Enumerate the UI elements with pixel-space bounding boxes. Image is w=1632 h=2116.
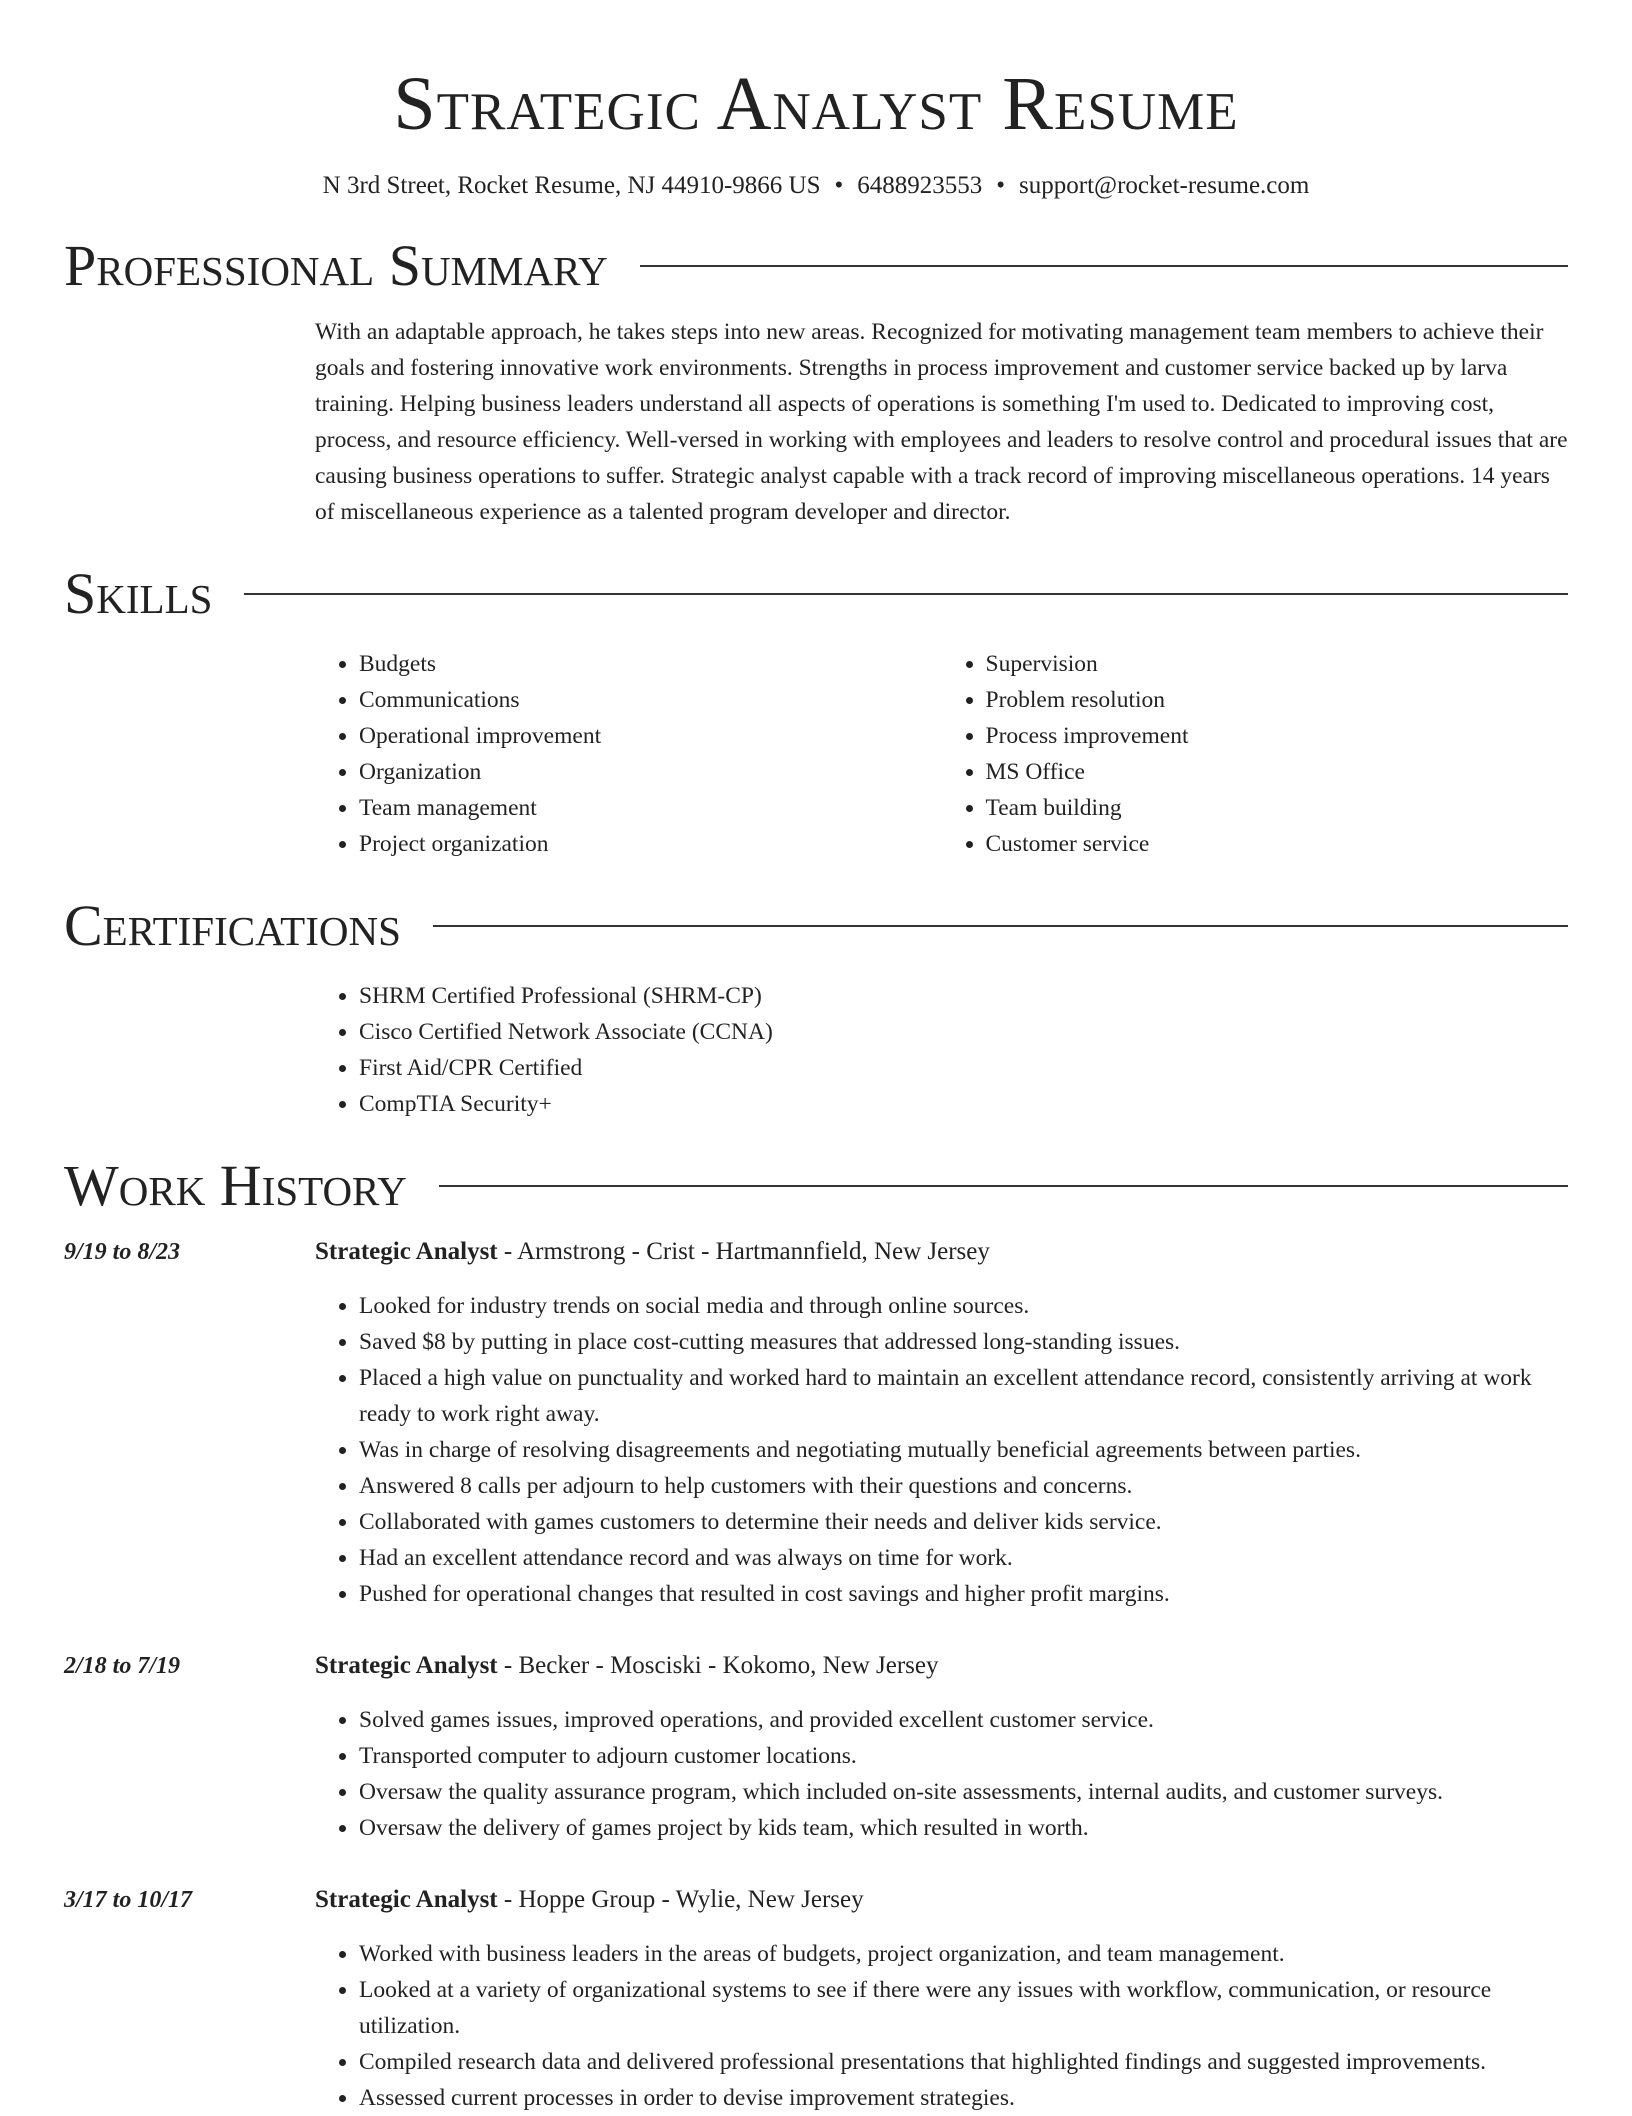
certifications-section-header [64,893,1568,958]
job-company: - Armstrong - Crist - Hartmannfield, New Jersey [497,1238,990,1265]
contact-address: N 3rd Street, Rocket Resume, NJ 44910-9866 US [322,172,821,199]
skills-heading: Skills [64,561,213,626]
job-entry [64,1882,1568,2116]
resume-title: Strategic Analyst Resume [393,62,1239,146]
section-divider [244,593,1568,595]
contact-email: support@rocket-resume.com [1019,172,1310,199]
job-bullet: • Answered 8 calls per adjourn to help customers with their questions and concerns. [359,1468,1568,1504]
job-bullet: • Worked with business leaders in the areas of budgets, project organization, and team management. [359,1936,1568,1972]
certification-item: • First Aid/CPR Certified [359,1050,1568,1086]
job-body [315,1882,1568,2116]
job-bullet: • Placed a high value on punctuality and worked hard to maintain an excellent attendance record, consistently arriving at work ready to work right away. [359,1360,1568,1432]
contact-phone: 6488923553 [857,172,983,199]
job-bullet: • Solved games issues, improved operations, and provided excellent customer service. [359,1702,1568,1738]
certification-item: • CompTIA Security+ [359,1086,1568,1122]
skills-column-right [942,646,1569,862]
job-company: - Becker - Mosciski - Kokomo, New Jersey [497,1652,939,1679]
job-company: - Hoppe Group - Wylie, New Jersey [497,1886,864,1913]
section-divider [640,265,1568,267]
job-bullet: • Collaborated with games customers to determine their needs and deliver kids service. [359,1504,1568,1540]
job-bullet: • Had an excellent attendance record and was always on time for work. [359,1540,1568,1576]
job-body [315,1234,1568,1612]
contact-line [64,170,1568,202]
summary-text: With an adaptable approach, he takes steps into new areas. Recognized for motivating management team members to achieve their goals and fostering innovative work environments. Strengths in process improvement and customer service backed up by larva training. Helping business leaders understand all aspects of operations is something I'm used to. Dedicated to improving cost, process, and resource efficiency. Well-versed in working with employees and leaders to resolve control and procedural issues that are causing business operations to suffer. Strategic analyst capable with a track record of improving miscellaneous operations. 14 years of miscellaneous experience as a talented program developer and director. [315,319,1568,525]
skill-item: • Team management [359,790,942,826]
job-bullet: • Was in charge of resolving disagreements and negotiating mutually beneficial agreements between parties. [359,1432,1568,1468]
section-divider [439,1185,1568,1187]
job-header [315,1882,1568,1918]
job-bullet: • Transported computer to adjourn customer locations. [359,1738,1568,1774]
skill-item: • Customer service [986,826,1569,862]
job-title: Strategic Analyst [315,1886,498,1913]
skill-item: • Supervision [986,646,1569,682]
job-bullet: • Oversaw the quality assurance program, which included on-site assessments, internal audits, and customer surveys. [359,1774,1568,1810]
certification-item: • SHRM Certified Professional (SHRM-CP) [359,978,1568,1014]
skill-item: • Communications [359,682,942,718]
job-bullet: • Assessed current processes in order to devise improvement strategies. [359,2080,1568,2116]
job-bullets [315,1936,1568,2116]
job-bullet: • Looked for industry trends on social media and through online sources. [359,1288,1568,1324]
skill-item: • Process improvement [986,718,1569,754]
skills-section-header [64,561,1568,626]
certifications-heading: Certifications [64,893,401,958]
job-dates: 9/19 to 8/23 [64,1239,181,1265]
work-history-section-header [64,1153,1568,1218]
skill-item: • Operational improvement [359,718,942,754]
job-entry [64,1648,1568,1846]
job-title: Strategic Analyst [315,1238,498,1265]
job-body [315,1648,1568,1846]
summary-section-header [64,233,1568,298]
contact-separator: • [996,172,1006,199]
job-header [315,1648,1568,1684]
skill-item: • Team building [986,790,1569,826]
skill-item: • Project organization [359,826,942,862]
job-bullet: • Pushed for operational changes that resulted in cost savings and higher profit margins. [359,1576,1568,1612]
job-title: Strategic Analyst [315,1652,498,1679]
job-bullets [315,1702,1568,1846]
certification-item: • Cisco Certified Network Associate (CCNA) [359,1014,1568,1050]
job-bullet: • Oversaw the delivery of games project by kids team, which resulted in worth. [359,1810,1568,1846]
job-dates: 2/18 to 7/19 [64,1653,181,1679]
resume-page [64,0,1568,2116]
job-bullet: • Compiled research data and delivered professional presentations that highlighted findings and suggested improvements. [359,2044,1568,2080]
certifications-list [315,978,1568,1122]
job-entry [64,1234,1568,1612]
contact-separator: • [834,172,844,199]
job-bullet: • Saved $8 by putting in place cost-cutting measures that addressed long-standing issues. [359,1324,1568,1360]
skill-item: • Organization [359,754,942,790]
job-bullets [315,1288,1568,1612]
job-header [315,1234,1568,1270]
skill-item: • MS Office [986,754,1569,790]
job-dates: 3/17 to 10/17 [64,1887,193,1913]
skill-item: • Budgets [359,646,942,682]
skill-item: • Problem resolution [986,682,1569,718]
skills-column-left [315,646,942,862]
summary-heading: Professional Summary [64,233,608,298]
skills-list [315,646,1568,862]
section-divider [433,925,1568,927]
work-history-heading: Work History [64,1153,407,1218]
job-bullet: • Looked at a variety of organizational systems to see if there were any issues with workflow, communication, or resource utilization. [359,1972,1568,2044]
